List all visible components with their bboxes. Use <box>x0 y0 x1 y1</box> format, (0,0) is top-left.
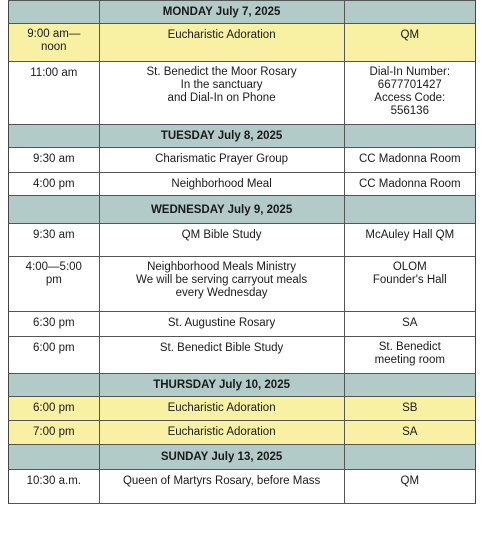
event-location-line: CC Madonna Room <box>358 178 461 190</box>
event-row <box>8 312 476 337</box>
event-time-line: 6:30 pm <box>33 317 75 329</box>
day-title: SUNDAY July 13, 2025 <box>100 445 345 469</box>
day-header <box>8 374 476 397</box>
header-spacer <box>9 374 100 396</box>
day-header <box>8 196 476 224</box>
event-time-line: 6:00 pm <box>33 342 75 354</box>
event-location-line: 6677701427 <box>377 79 442 91</box>
day-title: MONDAY July 7, 2025 <box>100 1 345 23</box>
day-header <box>8 445 476 470</box>
event-name-line: and Dial-In on Phone <box>167 92 276 104</box>
event-time <box>9 24 100 61</box>
event-name-line: QM Bible Study <box>181 229 262 241</box>
event-location-line: QM <box>400 475 420 487</box>
day-title: THURSDAY July 10, 2025 <box>100 374 345 396</box>
event-row <box>8 148 476 173</box>
event-name <box>100 312 345 336</box>
schedule-table <box>8 0 476 504</box>
header-spacer <box>9 445 100 469</box>
event-row <box>8 421 476 445</box>
event-time-line: 9:30 am <box>33 153 75 165</box>
event-row <box>8 397 476 421</box>
event-time <box>9 421 100 444</box>
event-location-line: Founder's Hall <box>372 274 447 286</box>
event-time-line: noon <box>41 41 67 53</box>
day-title: WEDNESDAY July 9, 2025 <box>100 196 345 223</box>
event-time <box>9 148 100 172</box>
event-time-line: 10:30 a.m. <box>26 475 81 487</box>
event-time <box>9 173 100 195</box>
event-name <box>100 24 345 61</box>
event-location <box>345 62 475 124</box>
event-name <box>100 62 345 124</box>
event-time-line: 7:00 pm <box>33 426 75 438</box>
header-spacer <box>345 196 475 223</box>
event-location-line: 556136 <box>390 105 429 117</box>
event-name-line: St. Augustine Rosary <box>167 317 276 329</box>
event-name <box>100 397 345 420</box>
event-location-line: meeting room <box>374 354 445 366</box>
event-time <box>9 257 100 311</box>
day-header <box>8 0 476 24</box>
event-name-line: St. Benedict the Moor Rosary <box>146 66 297 78</box>
event-name-line: Charismatic Prayer Group <box>155 153 289 165</box>
header-spacer <box>9 196 100 223</box>
header-spacer <box>9 1 100 23</box>
event-name-line: In the sanctuary <box>180 79 263 91</box>
event-name <box>100 470 345 503</box>
event-location <box>345 148 475 172</box>
day-title: TUESDAY July 8, 2025 <box>100 125 345 147</box>
event-location <box>345 397 475 420</box>
event-name <box>100 421 345 444</box>
event-location-line: OLOM <box>392 261 427 273</box>
header-spacer <box>345 125 475 147</box>
event-location <box>345 337 475 373</box>
event-location-line: McAuley Hall QM <box>365 229 455 241</box>
event-name <box>100 173 345 195</box>
event-location-line: Dial-In Number: <box>369 66 451 78</box>
event-name-line: St. Benedict Bible Study <box>159 342 284 354</box>
event-name-line: every Wednesday <box>175 287 268 299</box>
event-name-line: Eucharistic Adoration <box>167 426 276 438</box>
event-row <box>8 62 476 125</box>
header-spacer <box>345 1 475 23</box>
event-row <box>8 470 476 504</box>
event-location <box>345 421 475 444</box>
event-location <box>345 470 475 503</box>
event-location <box>345 224 475 256</box>
header-spacer <box>345 374 475 396</box>
event-time-line: 9:00 am— <box>27 28 81 40</box>
event-name-line: Neighborhood Meal <box>171 178 272 190</box>
event-location-line: St. Benedict <box>378 341 441 353</box>
event-name <box>100 257 345 311</box>
event-name-line: Eucharistic Adoration <box>167 29 276 41</box>
event-name <box>100 148 345 172</box>
event-name-line: Queen of Martyrs Rosary, before Mass <box>122 475 321 487</box>
event-time <box>9 312 100 336</box>
event-name <box>100 337 345 373</box>
header-spacer <box>9 125 100 147</box>
header-spacer <box>345 445 475 469</box>
event-location-line: QM <box>400 29 420 41</box>
event-name-line: Eucharistic Adoration <box>167 402 276 414</box>
event-row <box>8 257 476 312</box>
event-location <box>345 173 475 195</box>
event-time <box>9 224 100 256</box>
event-location <box>345 24 475 61</box>
event-time <box>9 397 100 420</box>
event-location <box>345 257 475 311</box>
event-location-line: SB <box>402 402 418 414</box>
event-time-line: 6:00 pm <box>33 402 75 414</box>
event-row <box>8 173 476 196</box>
day-header <box>8 125 476 148</box>
event-row <box>8 224 476 257</box>
event-name <box>100 224 345 256</box>
event-name-line: We will be serving carryout meals <box>136 274 308 286</box>
event-location-line: SA <box>402 317 418 329</box>
event-location <box>345 312 475 336</box>
event-location-line: SA <box>402 426 418 438</box>
event-name-line: Neighborhood Meals Ministry <box>147 261 297 273</box>
event-time <box>9 337 100 373</box>
event-row <box>8 337 476 374</box>
event-row <box>8 24 476 62</box>
event-time <box>9 62 100 124</box>
event-time-line: 9:30 am <box>33 229 75 241</box>
event-time <box>9 470 100 503</box>
event-time-line: 11:00 am <box>30 67 78 79</box>
event-time-line: pm <box>45 274 62 286</box>
event-location-line: CC Madonna Room <box>358 153 461 165</box>
event-time-line: 4:00—5:00 <box>25 261 82 273</box>
event-location-line: Access Code: <box>374 92 446 104</box>
event-time-line: 4:00 pm <box>33 178 75 190</box>
